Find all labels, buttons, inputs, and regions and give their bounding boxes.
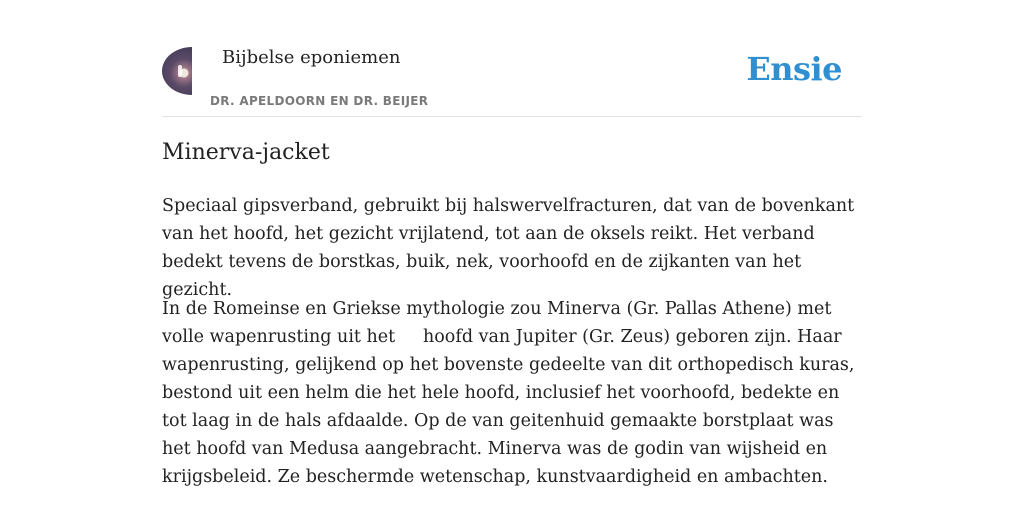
entry-paragraph-2: In de Romeinse en Griekse mythologie zou Minerva (Gr. Pallas Athene) met volle wapenrusting uit het hoofd van Jupiter (Gr. Zeus) geboren zijn. Haar wapenrusting, gelijkend op het bovenste gedeelte van dit orthopedisch kuras, bestond uit een helm die het hele hoofd, inclusief het voorhoofd, bedekte en tot laag in de hals afdaalde. Op de van geitenhuid gemaakte borstplaat was het hoofd van Medusa aangebracht. Minerva was de godin van wijsheid en krijgsbeleid. Ze beschermde wetenschap, kunstvaardigheid en ambachten. — [162, 299, 855, 487]
book-authors: DR. APELDOORN EN DR. BEIJER — [210, 94, 429, 108]
header — [162, 44, 862, 117]
book-cover-highlight — [178, 65, 182, 77]
book-cover-icon[interactable] — [162, 47, 192, 95]
book-cover-image — [162, 47, 192, 95]
entry-paragraph-1: Speciaal gipsverband, gebruikt bij halswervelfracturen, dat van de bovenkant van het hoofd, het gezicht vrijlatend, tot aan de oksels reikt. Het verband bedekt tevens de borstkas, buik, nek, voorhoofd en de zijkanten van het gezicht. — [162, 196, 855, 300]
book-title[interactable]: Bijbelse eponiemen — [222, 47, 401, 68]
ensie-logo[interactable]: Ensie — [746, 50, 842, 88]
entry-title: Minerva-jacket — [162, 140, 330, 165]
